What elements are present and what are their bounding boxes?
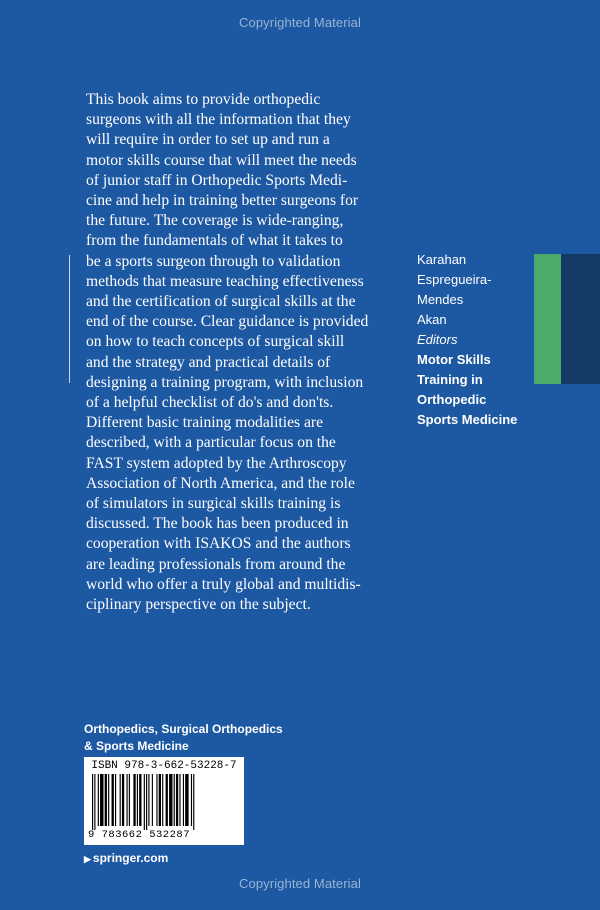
- barcode-bar: [108, 774, 109, 826]
- book-title-line: Training in: [417, 372, 483, 387]
- blurb-line: will require in order to set up and run a: [86, 131, 330, 149]
- barcode-bar: [115, 774, 116, 826]
- barcode-bar: [148, 774, 149, 826]
- barcode-bar: [176, 774, 178, 826]
- barcode-bar: [185, 774, 188, 826]
- blurb-line: FAST system adopted by the Arthroscopy: [86, 454, 347, 472]
- blurb-line: and the strategy and practical details of: [86, 353, 331, 371]
- blurb-line: of junior staff in Orthopedic Sports Medi-: [86, 171, 348, 189]
- subject-line: Orthopedics, Surgical Orthopedics: [84, 722, 283, 736]
- blurb-line: described, with a particular focus on the: [86, 434, 336, 452]
- barcode-bar: [162, 774, 163, 826]
- blurb-line: the future. The coverage is wide-ranging,: [86, 212, 344, 230]
- barcode-bar: [92, 774, 93, 830]
- barcode-bar: [139, 774, 141, 826]
- barcode-bar: [183, 774, 184, 826]
- blurb-line: motor skills course that will meet the needs: [86, 151, 357, 169]
- barcode-bar: [120, 774, 121, 826]
- blurb-line: of a helpful checklist of do's and don'ts.: [86, 394, 334, 412]
- blurb-line: end of the course. Clear guidance is provided: [86, 313, 369, 331]
- blurb-line: cine and help in training better surgeons for: [86, 192, 359, 210]
- barcode-bar: [156, 774, 157, 826]
- blurb-line: Different basic training modalities are: [86, 414, 323, 432]
- blurb-line: from the fundamentals of what it takes to: [86, 232, 343, 250]
- spine-info: [417, 250, 547, 430]
- book-title-line: Orthopedic: [417, 392, 487, 407]
- blurb-line: are leading professionals from around the: [86, 555, 346, 573]
- barcode-bar: [166, 774, 168, 826]
- blurb-line: cooperation with ISAKOS and the authors: [86, 535, 351, 553]
- barcode-bar: [152, 774, 153, 826]
- author-name: Akan: [417, 312, 447, 327]
- blurb-line: designing a training program, with inclusion: [86, 373, 364, 391]
- barcode-bar: [100, 774, 103, 826]
- publisher-url: springer.com: [92, 851, 169, 865]
- editors-label: Editors: [417, 332, 458, 347]
- barcode-bar: [112, 774, 114, 826]
- blurb-line: world who offer a truly global and multidis-: [86, 575, 361, 593]
- barcode-bar: [137, 774, 138, 826]
- subject-category: [84, 721, 304, 755]
- subject-line: & Sports Medicine: [84, 739, 189, 753]
- green-color-bar: [534, 254, 561, 384]
- barcode-bar: [179, 774, 180, 826]
- barcode-bar: [129, 774, 130, 826]
- barcode-bar: [133, 774, 135, 826]
- book-title-line: Motor Skills: [417, 352, 491, 367]
- publisher-link[interactable]: [84, 851, 168, 865]
- blurb-line: methods that measure teaching effectiveness: [86, 272, 364, 290]
- blurb-line: of simulators in surgical skills training is: [86, 495, 341, 513]
- barcode-box: [84, 757, 244, 845]
- blurb-line: ciplinary perspective on the subject.: [86, 596, 311, 614]
- barcode-bar: [98, 774, 99, 826]
- blurb-line: This book aims to provide orthopedic: [86, 91, 321, 108]
- barcode-bar: [191, 774, 192, 826]
- book-description: [86, 90, 391, 615]
- barcode-bar: [169, 774, 172, 826]
- book-title-line: Sports Medicine: [417, 412, 518, 427]
- author-name: Karahan: [417, 252, 467, 267]
- barcode-bar: [193, 774, 194, 830]
- isbn-text: ISBN 978-3-662-53228-7: [91, 760, 237, 772]
- barcode-bar: [122, 774, 124, 826]
- blurb-line: and the certification of surgical skills at the: [86, 293, 356, 311]
- watermark-top: Copyrighted Material: [239, 15, 361, 30]
- author-name: Mendes: [417, 292, 464, 307]
- barcode-bar: [144, 774, 145, 830]
- triangle-arrow-icon: ▶: [84, 854, 91, 864]
- navy-color-bar: [561, 254, 600, 384]
- barcode-bar: [146, 774, 147, 830]
- blurb-line: discussed. The book has been produced in: [86, 515, 349, 533]
- spine-divider-line: [69, 255, 70, 383]
- watermark-bottom: Copyrighted Material: [239, 876, 361, 891]
- barcode-digits: 9 783662 532287: [88, 829, 191, 841]
- barcode-icon: [92, 774, 236, 830]
- barcode-bar: [159, 774, 161, 826]
- barcode-bar: [174, 774, 175, 826]
- blurb-line: Association of North America, and the role: [86, 474, 355, 492]
- barcode-bar: [94, 774, 95, 830]
- barcode-bar: [105, 774, 107, 826]
- barcode-bar: [127, 774, 128, 826]
- blurb-line: surgeons with all the information that they: [86, 111, 351, 129]
- author-name: Espregueira-: [417, 272, 492, 287]
- blurb-line: on how to teach concepts of surgical skill: [86, 333, 345, 351]
- blurb-line: be a sports surgeon through to validation: [86, 252, 341, 270]
